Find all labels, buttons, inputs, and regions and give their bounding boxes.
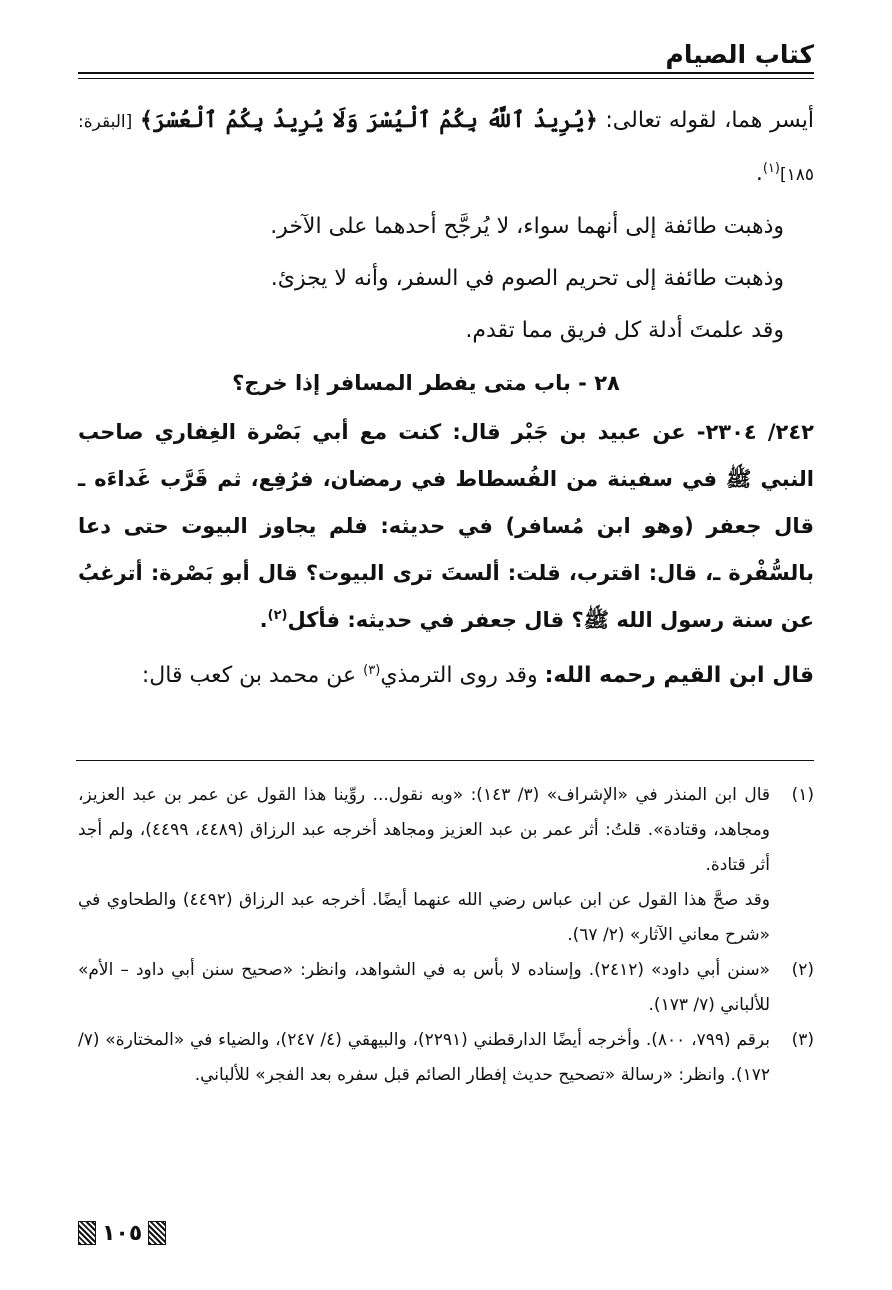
quote-label: قال ابن القيم رحمه الله: [544,663,814,688]
paragraph-1-end: . [755,161,763,186]
footnote-text: «سنن أبي داود» (٢٤١٢). وإسناده لا بأس به في الشواهد، وانظر: «صحيح سنن أبي داود – الأم» للألباني (٧/ ١٧٣). [78,960,770,1015]
footnote-number: (٢) [791,960,814,980]
ornament-right-icon [148,1221,166,1245]
footnote-text: قال ابن المنذر في «الإشراف» (٣/ ١٤٣): «وبه نقول... روِّينا هذا القول عن عمر بن عبد العزيز، ومجاهد، وقتادة». قلتُ: أثر عمر بن عبد العزيز ومجاهد أخرجه عبد الرزاق (٤٤٨٩، ٤٤٩٩)، ولم أجد أثر قتادة. [78,785,770,875]
footnotes [78,778,814,1093]
footnote-marker-3: (٣) [363,663,381,678]
paragraph-3: وذهبت طائفة إلى تحريم الصوم في السفر، وأنه لا يجزئ. [270,266,784,291]
ornament-left-icon [78,1221,96,1245]
paragraph-2: وذهبت طائفة إلى أنهما سواء، لا يُرجَّح أحدهما على الآخر. [270,214,784,239]
quran-verse: ﴿يُرِيدُ ٱللَّهُ بِكُمُ ٱلْيُسْرَ وَلَا يُرِيدُ بِكُمُ ٱلْعُسْرَ﴾ [139,107,598,133]
verse-reference: [البقرة: ١٨٥] [78,112,814,185]
header-rule-thin [78,78,814,79]
main-text [78,94,814,702]
footnote-marker-2: (٢) [267,608,288,623]
running-header [78,38,814,74]
footnote-marker-1: (١) [762,161,780,176]
footnote-number: (١) [791,785,814,805]
footnote-number: (٣) [791,1030,814,1050]
paragraph-1 [78,94,814,201]
quote-paragraph [78,650,814,702]
hadith-text: ٢٤٢/ ٢٣٠٤- عن عبيد بن جَبْر قال: كنت مع أبي بَصْرة الغِفاري صاحب النبي ﷺ في سفينة من الفُسطاط في رمضان، فرُفِع، ثم قَرَّب غَداءَه ـ قال جعفر (وهو ابن مُسافر) في حديثه: فلم يجاوز البيوت حتى دعا بالسُّفْرة ـ، قال: اقترب، قلت: ألستَ ترى البيوت؟ قال أبو بَصْرة: أترغبُ عن سنة رسول الله ﷺ؟ قال جعفر في حديثه: فأكل [78,420,814,632]
page-number-block [78,1218,166,1248]
footnote-item [78,883,814,953]
page-number: ١٠٥ [102,1220,143,1246]
footnote-text: وقد صحَّ هذا القول عن ابن عباس رضي الله عنهما أيضًا. أخرجه عبد الرزاق (٤٤٩٢) والطحاوي في «شرح معاني الآثار» (٢/ ٦٧). [78,890,770,945]
chapter-heading: ٢٨ - باب متى يفطر المسافر إذا خرج؟ [232,371,620,395]
header-title: كتاب الصيام [665,40,814,69]
header-rule-thick [78,72,814,74]
quote-text: وقد روى الترمذي [380,663,545,688]
footnote-item [78,1023,814,1093]
paragraph-1-text: أيسر هما، لقوله تعالى: [597,108,815,133]
paragraph-4: وقد علمتَ أدلة كل فريق مما تقدم. [465,318,784,343]
footnote-text: برقم (٧٩٩، ٨٠٠). وأخرجه أيضًا الدارقطني (٢٢٩١)، والبيهقي (٤/ ٢٤٧)، والضياء في «المختارة» (٧/ ١٧٢). وانظر: «رسالة «تصحيح حديث إفطار الصائم قبل سفره بعد الفجر» للألباني. [78,1030,770,1085]
footnote-rule [76,760,814,761]
footnote-item [78,953,814,1023]
hadith-paragraph [78,409,814,644]
quote-end: عن محمد بن كعب قال: [141,663,364,688]
footnote-item [78,778,814,883]
hadith-end: . [259,608,268,632]
